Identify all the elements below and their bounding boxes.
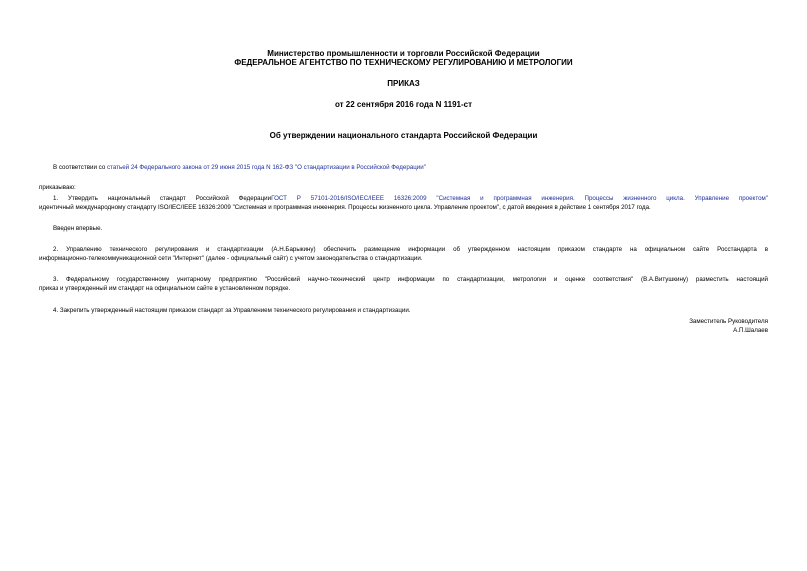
order-word: приказываю:: [39, 184, 76, 191]
order-heading: ПРИКАЗ: [387, 79, 420, 88]
intro-prefix: В соответствии со: [53, 164, 107, 171]
paragraph-3-line-1: 3. Федеральному государственному унитарному предприятию "Российский научно-технический центр информации по стандартизации, метрологии и оценке соответствия" (В.А.Витушкину) разместить настоящий: [53, 276, 768, 283]
order-title: Об утверждении национального стандарта Российской Федерации: [269, 131, 538, 140]
intro-paragraph: [53, 163, 426, 172]
gost-link[interactable]: ГОСТ Р 57101-2016/ISO/IEC/IEEE 16326:2009 "Системная и программная инженерия. Процессы жизненного цикла. Управление проектом": [271, 195, 768, 202]
ministry-name: Министерство промышленности и торговли Российской Федерации: [267, 49, 540, 58]
paragraph-2-line-2: информационно-телекоммуникационной сети "Интернет" (далее - официальный сайт) с учетом законодательства о стандартизации.: [39, 255, 423, 262]
paragraph-3-line-2: приказ и утвержденный им стандарт на официальном сайте в установленном порядке.: [39, 285, 291, 292]
signature-position: Заместитель Руководителя: [689, 318, 768, 325]
paragraph-1-prefix: 1. Утвердить национальный стандарт Российской Федерации: [53, 195, 272, 202]
paragraph-4: 4. Закрепить утвержденный настоящим приказом стандарт за Управлением технического регулирования и стандартизации.: [53, 307, 411, 314]
paragraph-2-line-1: 2. Управлению технического регулирования и стандартизации (А.Н.Барыкину) обеспечить размещение информации об утвержденном настоящим приказом стандарте на официальном сайте Росстандарта в: [53, 246, 768, 253]
paragraph-1-line-1: [53, 194, 768, 203]
first-time-note: Введен впервые.: [53, 225, 103, 232]
paragraph-1-line-2: идентичный международному стандарту ISO/IEC/IEEE 16326:2009 "Системная и программная инженерия. Процессы жизненного цикла. Управление проектом", с датой введения в действие 1 сентября 2017 года.: [39, 204, 651, 211]
agency-name: ФЕДЕРАЛЬНОЕ АГЕНТСТВО ПО ТЕХНИЧЕСКОМУ РЕГУЛИРОВАНИЮ И МЕТРОЛОГИИ: [234, 58, 573, 67]
order-date: от 22 сентября 2016 года N 1191-ст: [334, 100, 473, 109]
law-link[interactable]: статьей 24 Федерального закона от 29 июня 2015 года N 162-ФЗ "О стандартизации в Российской Федерации": [106, 164, 426, 171]
signature-name: А.П.Шалаев: [733, 327, 768, 334]
